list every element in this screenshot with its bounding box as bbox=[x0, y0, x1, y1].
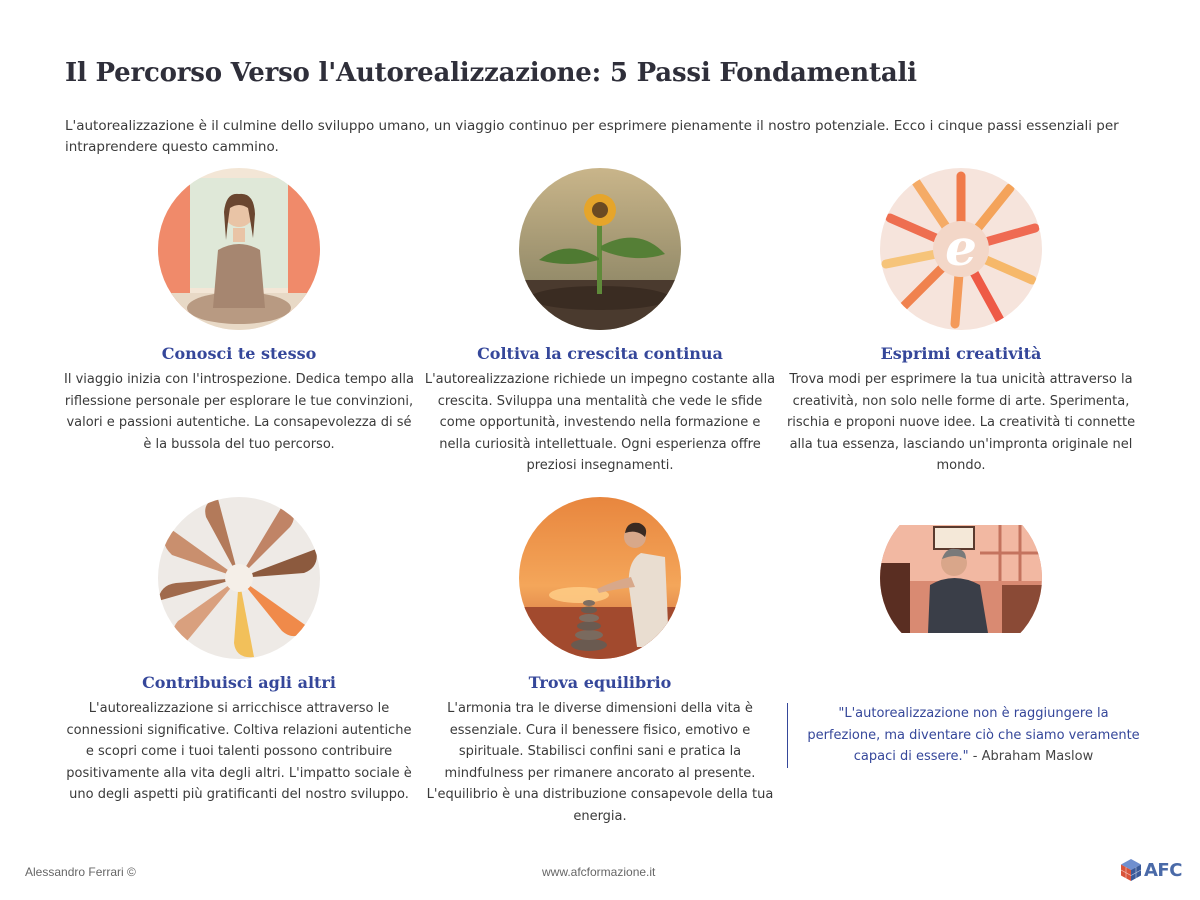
step-title: Trova equilibrio bbox=[528, 673, 672, 692]
cube-logo-icon bbox=[1120, 858, 1142, 882]
step-title: Contribuisci agli altri bbox=[142, 673, 336, 692]
intro-paragraph: L'autorealizzazione è il culmine dello sviluppo umano, un viaggio continuo per esprimere pienamente il nostro potenziale. Ecco i cinque passi essenziali per intraprendere questo cammino. bbox=[65, 118, 1119, 155]
afc-logo bbox=[1120, 858, 1182, 882]
step-card-equilibrio bbox=[420, 497, 780, 827]
step-description: L'armonia tra le diverse dimensioni della vita è essenziale. Cura il benessere fisico, emotivo e spirituale. Stabilisci confini sani e pratica la mindfulness per rimanere ancorato al presente. L'equilibrio è una distribuzione consapevole della tua energia. bbox=[426, 701, 774, 824]
creative-letter: e bbox=[945, 218, 977, 277]
step-description: Il viaggio inizia con l'introspezione. Dedica tempo alla riflessione personale per esplorare le tue convinzioni, valori e passioni autentiche. La consapevolezza di sé è la bussola del tuo percorso. bbox=[64, 372, 414, 452]
page-title: Il Percorso Verso l'Autorealizzazione: 5 Passi Fondamentali bbox=[65, 58, 917, 88]
step-description: L'autorealizzazione si arricchisce attraverso le connessioni significative. Coltiva relazioni autentiche e scopri come i tuoi talenti possono contribuire positivamente alla vita degli altri. L'impatto sociale è uno degli aspetti più gratificanti del nostro sviluppo. bbox=[66, 701, 412, 802]
step-title: Esprimi creatività bbox=[880, 344, 1042, 363]
stacking-stones-image bbox=[519, 497, 681, 659]
maslow-quote bbox=[787, 703, 1147, 768]
creative-burst-image bbox=[880, 168, 1042, 330]
joined-hands-image bbox=[158, 497, 320, 659]
footer-author: Alessandro Ferrari © bbox=[25, 865, 136, 879]
step-card-conosci bbox=[59, 168, 419, 455]
quote-text: "L'autorealizzazione non è raggiungere la perfezione, ma diventare ciò che siamo veramente capaci di essere." bbox=[807, 706, 1140, 764]
footer-website-link[interactable]: www.afcformazione.it bbox=[542, 865, 656, 879]
quote-author: - Abraham Maslow bbox=[968, 749, 1094, 764]
step-card-contribuisci bbox=[59, 497, 419, 806]
sunflower-sprout-image bbox=[519, 168, 681, 330]
step-description: L'autorealizzazione richiede un impegno costante alla crescita. Sviluppa una mentalità che vede le sfide come opportunità, investendo nella formazione e nella curiosità intellettuale. Ogni esperienza offre preziosi insegnamenti. bbox=[424, 372, 776, 473]
maslow-portrait-image bbox=[880, 497, 1042, 659]
step-title: Conosci te stesso bbox=[161, 344, 317, 363]
step-card-crescita bbox=[420, 168, 780, 477]
meditating-woman-image bbox=[158, 168, 320, 330]
logo-text: AFC bbox=[1144, 859, 1182, 881]
step-description: Trova modi per esprimere la tua unicità attraverso la creatività, non solo nelle forme di arte. Sperimenta, rischia e proponi nuove idee. La creatività ti connette alla tua essenza, lasciando un'impronta originale nel mondo. bbox=[786, 372, 1136, 473]
step-title: Coltiva la crescita continua bbox=[477, 344, 723, 363]
step-card-creativita bbox=[781, 168, 1141, 477]
